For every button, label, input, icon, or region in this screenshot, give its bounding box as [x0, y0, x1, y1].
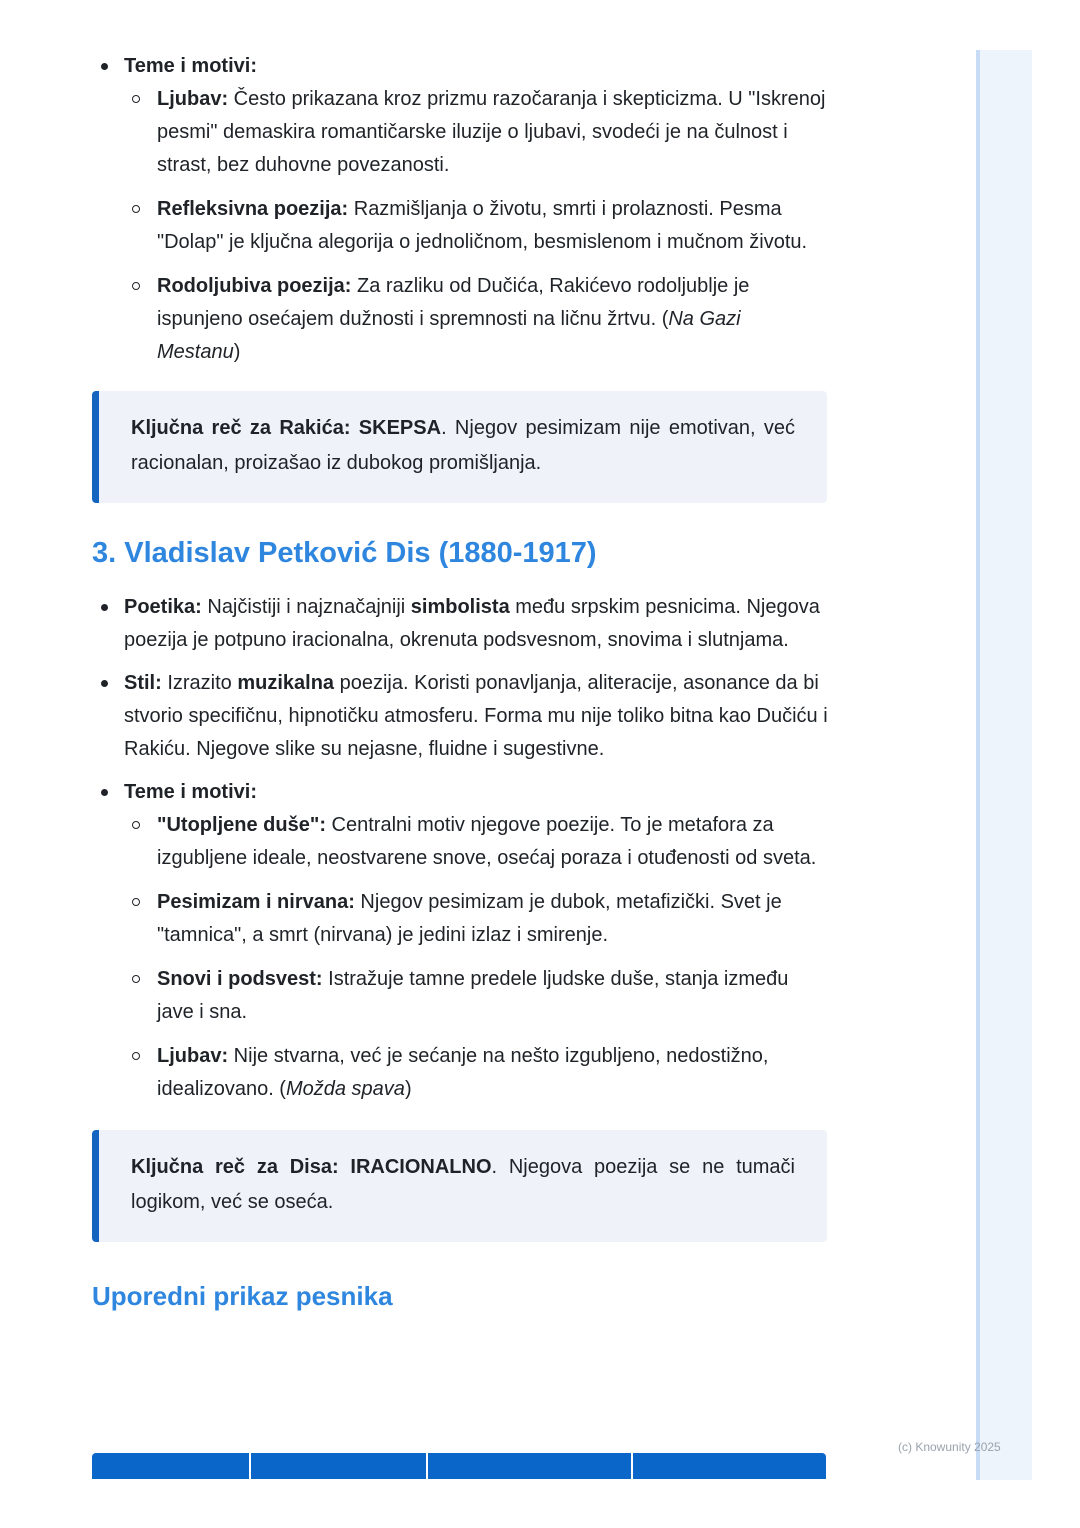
item-text: Njegov pesimizam je dubok, metafizički. Svet je "tamnica", a smrt (nirvana) je jedini izlaz i smirenje.	[157, 891, 782, 946]
item-label: Poetika:	[124, 596, 202, 618]
side-panel	[976, 50, 1032, 1480]
key-word-callout-rakic	[92, 391, 827, 503]
sub-list-item	[124, 193, 828, 259]
document-body	[92, 50, 828, 1314]
copyright-footer: (c) Knowunity 2025	[898, 1440, 1001, 1454]
section-heading-comparison: Uporedni prikaz pesnika	[92, 1281, 393, 1311]
section-heading-dis: 3. Vladislav Petković Dis (1880-1917)	[92, 537, 597, 569]
list-item	[92, 776, 828, 1106]
comparison-table-header	[92, 1453, 826, 1479]
sub-list-item	[124, 886, 828, 952]
poem-title: Možda spava	[285, 1078, 405, 1100]
table-header-cell	[426, 1453, 631, 1479]
sub-list-item	[124, 270, 828, 369]
table-header-cell	[92, 1453, 249, 1479]
item-label: Rodoljubiva poezija:	[157, 275, 352, 297]
item-text: poezija. Koristi ponavljanja, aliteracije, asonance da bi stvorio specifičnu, hipnotičku atmosferu. Forma mu nije toliko bitna kao Dučiću i Rakiću. Njegove slike su nejasne, fluidne i sugestivne.	[124, 672, 828, 760]
item-text: Nije stvarna, već je sećanje na nešto izgubljeno, nedostižno, idealizovano. (	[157, 1045, 769, 1100]
table-header-cell	[249, 1453, 426, 1479]
item-label: Snovi i podsvest:	[157, 968, 323, 990]
item-label: Ljubav:	[157, 88, 229, 110]
item-label: Pesimizam i nirvana:	[157, 891, 355, 913]
item-emphasis: simbolista	[410, 596, 510, 618]
list-item	[92, 667, 828, 766]
item-label: Refleksivna poezija:	[157, 198, 349, 220]
callout-text: . Njegova poezija se ne tumači logikom, već se oseća.	[131, 1156, 795, 1213]
key-word-callout-dis	[92, 1130, 827, 1242]
sub-list-item	[124, 963, 828, 1029]
item-text: među srpskim pesnicima. Njegova poezija je potpuno iracionalna, okrenuta podsvesnom, snovima i slutnjama.	[124, 596, 820, 651]
item-text: Za razliku od Dučića, Rakićevo rodoljublje je ispunjeno osećajem dužnosti i spremnosti na ličnu žrtvu. (	[157, 275, 750, 330]
callout-text: . Njegov pesimizam nije emotivan, već racionalan, proizašao iz dubokog promišljanja.	[131, 417, 796, 474]
sub-list-item	[124, 1040, 828, 1106]
item-label: "Utopljene duše":	[157, 814, 326, 836]
item-label: Stil:	[124, 672, 162, 694]
item-text: Često prikazana kroz prizmu razočaranja i skepticizma. U "Iskrenoj pesmi" demaskira romantičarske iluzije o ljubavi, svodeći je na čulnost i strast, bez duhovne povezanosti.	[157, 88, 826, 176]
item-text: Razmišljanja o životu, smrti i prolaznosti. Pesma "Dolap" je ključna alegorija o jednoličnom, besmislenom i mučnom životu.	[157, 198, 808, 253]
list-item	[92, 50, 828, 369]
list-item	[92, 591, 828, 657]
dis-list	[92, 591, 828, 1106]
teme-label: Teme i motivi:	[124, 55, 257, 77]
item-text-end: )	[404, 1078, 412, 1100]
sub-list-item	[124, 809, 828, 875]
item-text-end: )	[233, 341, 241, 363]
item-emphasis: muzikalna	[237, 672, 335, 694]
callout-bold: Ključna reč za Rakića: SKEPSA	[131, 417, 442, 439]
sub-list-item	[124, 83, 828, 182]
item-text: Najčistiji i najznačajniji	[201, 596, 411, 618]
poem-title: Na Gazi Mestanu	[157, 308, 741, 363]
teme-label: Teme i motivi:	[124, 781, 257, 803]
item-text: Istražuje tamne predele ljudske duše, stanja između jave i sna.	[157, 968, 789, 1023]
item-text: Centralni motiv njegove poezije. To je metafora za izgubljene ideale, neostvarene snove, osećaj poraza i otuđenosti od sveta.	[157, 814, 817, 869]
table-header-cell	[631, 1453, 826, 1479]
item-text: Izrazito	[161, 672, 238, 694]
rakic-list	[92, 50, 828, 369]
item-label: Ljubav:	[157, 1045, 229, 1067]
callout-bold: Ključna reč za Disa: IRACIONALNO	[131, 1156, 492, 1178]
